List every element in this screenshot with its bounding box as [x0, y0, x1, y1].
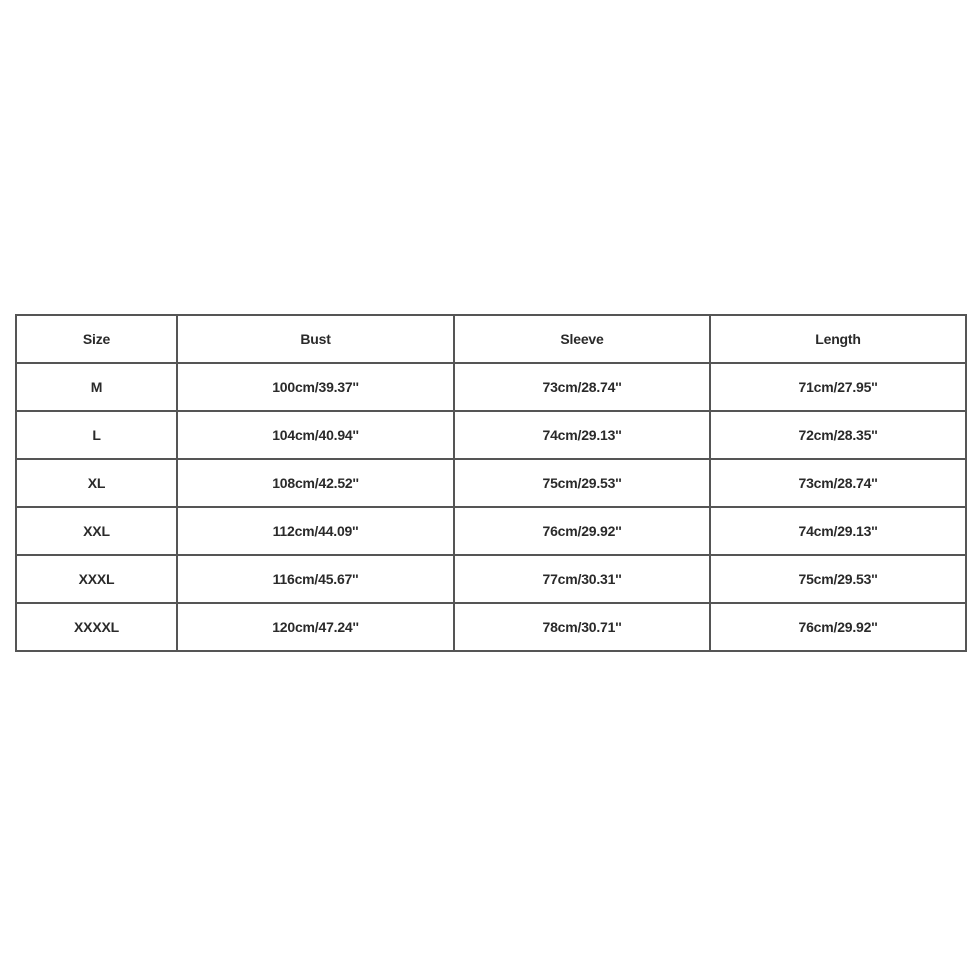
cell-bust: 120cm/47.24'' — [177, 603, 454, 651]
cell-sleeve: 73cm/28.74'' — [454, 363, 710, 411]
cell-size: L — [16, 411, 177, 459]
cell-bust: 108cm/42.52'' — [177, 459, 454, 507]
table-row — [16, 507, 966, 555]
cell-size: XXXL — [16, 555, 177, 603]
cell-size: XXXXL — [16, 603, 177, 651]
cell-sleeve: 76cm/29.92'' — [454, 507, 710, 555]
cell-size: M — [16, 363, 177, 411]
cell-size: XL — [16, 459, 177, 507]
table-row — [16, 603, 966, 651]
cell-length: 74cm/29.13'' — [710, 507, 966, 555]
table-row — [16, 363, 966, 411]
cell-bust: 100cm/39.37'' — [177, 363, 454, 411]
header-row — [16, 315, 966, 363]
cell-bust: 112cm/44.09'' — [177, 507, 454, 555]
cell-length: 73cm/28.74'' — [710, 459, 966, 507]
cell-bust: 104cm/40.94'' — [177, 411, 454, 459]
table-row — [16, 555, 966, 603]
cell-sleeve: 74cm/29.13'' — [454, 411, 710, 459]
cell-size: XXL — [16, 507, 177, 555]
cell-length: 72cm/28.35'' — [710, 411, 966, 459]
cell-length: 75cm/29.53'' — [710, 555, 966, 603]
cell-bust: 116cm/45.67'' — [177, 555, 454, 603]
table-row — [16, 459, 966, 507]
header-bust: Bust — [177, 315, 454, 363]
cell-length: 76cm/29.92'' — [710, 603, 966, 651]
cell-sleeve: 75cm/29.53'' — [454, 459, 710, 507]
cell-sleeve: 78cm/30.71'' — [454, 603, 710, 651]
header-length: Length — [710, 315, 966, 363]
table-row — [16, 411, 966, 459]
size-chart-table — [15, 314, 967, 652]
header-size: Size — [16, 315, 177, 363]
header-sleeve: Sleeve — [454, 315, 710, 363]
cell-sleeve: 77cm/30.31'' — [454, 555, 710, 603]
cell-length: 71cm/27.95'' — [710, 363, 966, 411]
